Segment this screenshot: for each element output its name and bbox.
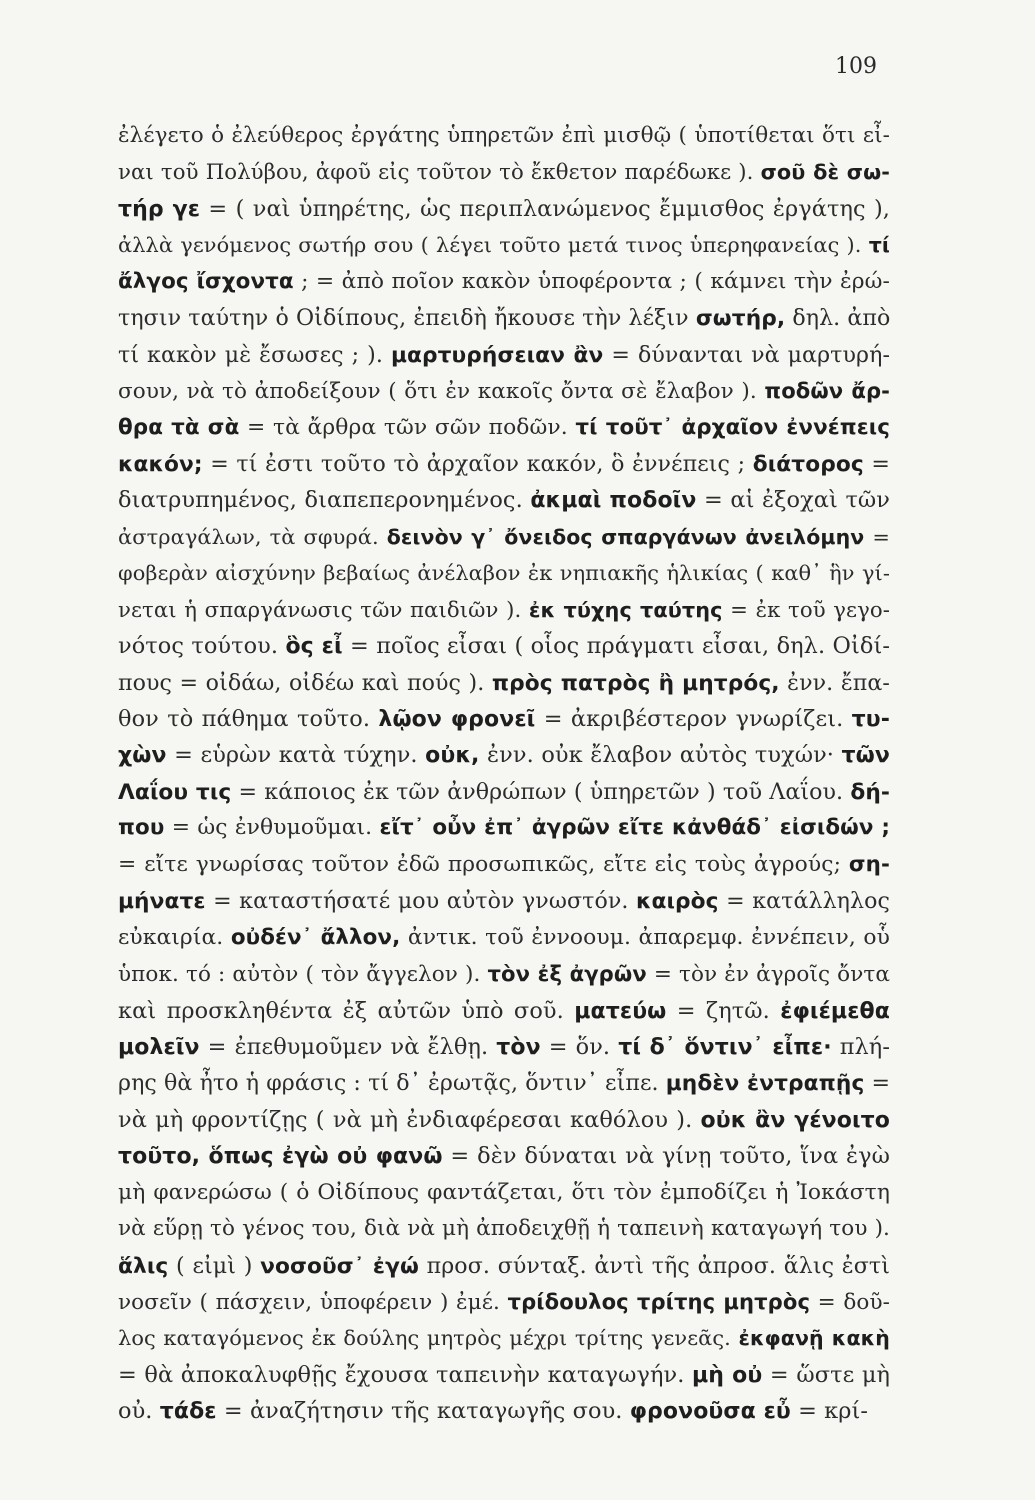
lemma-term: ὃς εἶ [285, 634, 343, 660]
gloss-text: = ἐκ τοῦ γεγο- [722, 596, 890, 622]
page-number: 109 [835, 54, 877, 79]
lemma-term: θρα τὰ σὰ [118, 414, 240, 440]
text-line [118, 373, 890, 409]
gloss-text: = [864, 524, 890, 549]
lemma-term: ση- [848, 851, 890, 877]
gloss-text: νότος τούτου. [118, 633, 286, 660]
lemma-term: χὼν [118, 743, 167, 769]
gloss-text: = τί ἐστι τοῦτο τὸ ἀρχαῖον κακόν, ὃ ἐννέπεις ; [202, 450, 753, 477]
gloss-text: νὰ εὕρῃ τὸ γένος του, διὰ νὰ μὴ ἀποδειχθῇ ἡ ταπεινὴ καταγωγή του ). [118, 1216, 890, 1242]
gloss-text: δηλ. ἀπὸ [785, 305, 891, 332]
gloss-text: = ποῖος εἶσαι ( οἷος πράγματι εἶσαι, δηλ. Οἰδί- [342, 633, 890, 660]
lemma-term: μολεῖν [118, 1034, 200, 1060]
lemma-term: κακόν; [118, 451, 203, 477]
lemma-term: ποδῶν ἄρ- [764, 378, 890, 404]
lemma-term: νοσοῦσ᾽ ἐγώ [260, 1253, 419, 1279]
lemma-term: μήνατε [118, 889, 206, 915]
gloss-text: προσ. σύνταξ. ἀντὶ τῆς ἀπροσ. ἅλις ἐστὶ [418, 1252, 890, 1279]
lemma-term: ἐκφανῇ κακὴ [738, 1326, 890, 1351]
gloss-text: = [863, 450, 890, 477]
lemma-term: ἐφιέμεθα [780, 998, 890, 1024]
text-line [118, 592, 890, 628]
gloss-text: νὰ μὴ φροντίζῃς ( νὰ μὴ ἐνδιαφέρεσαι καθόλου ). [118, 1106, 701, 1133]
lemma-term: πρὸς πατρὸς ἢ μητρός, [491, 670, 780, 696]
gloss-text: = ἐπεθυμοῦμεν νὰ ἔλθῃ. [199, 1033, 497, 1060]
gloss-text: = κάποιος ἐκ τῶν ἀνθρώπων ( ὑπηρετῶν ) τοῦ Λαΐου. [231, 778, 851, 805]
gloss-text: λος καταγόμενος ἐκ δούλης μητρὸς μέχρι τρίτης γενεᾶς. [118, 1326, 739, 1351]
lemma-term: μὴ οὐ [692, 1362, 763, 1388]
text-line [118, 847, 890, 883]
gloss-text: ναι τοῦ Πολύβου, ἀφοῦ εἰς τοῦτον τὸ ἔκθετον παρέδωκε ). [118, 159, 761, 185]
gloss-text: ἐλέγετο ὁ ἐλεύθερος ἐργάτης ὑπηρετῶν ἐπὶ μισθῷ ( ὑποτίθεται ὅτι εἶ- [118, 123, 890, 148]
lemma-term: τί τοῦτ᾽ ἀρχαῖον ἐννέπεις [575, 414, 890, 440]
text-line [118, 774, 890, 810]
lemma-term: δεινὸν γ᾽ ὄνειδος σπαργάνων ἀνειλόμην [386, 524, 865, 549]
gloss-text: = ἀναζήτησιν τῆς καταγωγῆς σου. [216, 1398, 630, 1425]
text-line [118, 628, 890, 664]
gloss-text: = κρί- [790, 1398, 869, 1425]
gloss-text: = εὑρὼν κατὰ τύχην. [166, 742, 426, 769]
lemma-term: εἴτ᾽ οὖν ἐπ᾽ ἀγρῶν εἴτε κἀνθάδ᾽ εἰσιδών ; [379, 815, 891, 841]
gloss-text: σουν, νὰ τὸ ἀποδείξουν ( ὅτι ἐν κακοῖς ὄντα σὲ ἔλαβον ). [118, 379, 765, 405]
text-line [118, 1029, 890, 1065]
gloss-text: ( εἰμὶ ) [168, 1252, 261, 1279]
lemma-term: οὐκ ἂν γένοιτο [700, 1107, 890, 1133]
gloss-text: πους = οἰδάω, οἰδέω καὶ πούς ). [118, 669, 492, 696]
gloss-text: = εἴτε γνωρίσας τοῦτον ἐδῶ προσωπικῶς, εἴτε εἰς τοὺς ἀγρούς; [118, 851, 849, 877]
text-line [118, 410, 890, 446]
text-line [118, 300, 890, 336]
lemma-term: Λαΐου τις [118, 779, 232, 805]
text-line [118, 482, 890, 518]
text-line [118, 118, 890, 154]
gloss-text: θον τὸ πάθημα τοῦτο. [118, 706, 379, 732]
text-line [118, 555, 890, 591]
text-line [118, 810, 890, 846]
lemma-term: διάτορος [752, 451, 864, 477]
text-line [118, 191, 890, 227]
lemma-term: ἐκ τύχης ταύτης [528, 597, 723, 622]
text-line [118, 1211, 890, 1247]
gloss-text: ἐνν. ἔπα- [779, 669, 890, 696]
text-line [118, 1357, 890, 1393]
gloss-text: ἀλλὰ γενόμενος σωτήρ σου ( λέγει τοῦτο μετά τινος ὑπερηφανείας ). [118, 233, 869, 258]
gloss-text: = ὥστε μὴ [762, 1361, 891, 1388]
gloss-text: = καταστήσατέ μου αὐτὸν γνωστόν. [205, 888, 636, 915]
gloss-text: ἐνν. οὐκ ἔλαβον αὐτὸς τυχών· [479, 742, 842, 769]
lemma-term: φρονοῦσα εὖ [629, 1399, 791, 1425]
gloss-text: νεται ἡ σπαργάνωσις τῶν παιδιῶν ). [118, 596, 529, 622]
lemma-term: μαρτυρήσειαν ἂν [390, 342, 604, 368]
text-line [118, 665, 890, 701]
text-line [118, 701, 890, 737]
gloss-text: ὑποκ. τό : αὐτὸν ( τὸν ἄγγελον ). [118, 962, 488, 988]
lemma-term: ἀκμαὶ ποδοῖν [530, 488, 697, 514]
text-line [118, 446, 890, 482]
gloss-text: πλή- [831, 1033, 890, 1060]
gloss-text: μὴ φανερώσω ( ὁ Οἰδίπους φαντάζεται, ὅτι τὸν ἐμποδίζει ἡ Ἰοκάστη [118, 1179, 890, 1205]
gloss-text: φοβερὰν αἰσχύνην βεβαίως ἀνέλαβον ἐκ νηπιακῆς ἡλικίας ( καθ᾽ ἣν γί- [118, 561, 890, 586]
lemma-term: ἄλγος ἴσχοντα [118, 268, 294, 294]
text-line [118, 1284, 890, 1320]
gloss-text: διατρυπημένος, διαπεπερονημένος. [118, 487, 531, 514]
lemma-term: τί δ᾽ ὅντιν᾽ εἶπε· [618, 1034, 832, 1060]
text-line [118, 519, 890, 555]
gloss-text: = [864, 1070, 891, 1097]
gloss-text: = κατάλληλος [718, 888, 890, 915]
gloss-text: = τὰ ἄρθρα τῶν σῶν ποδῶν. [239, 414, 576, 440]
lemma-term: δή- [850, 779, 890, 805]
text-line [118, 956, 890, 992]
lemma-term: σωτήρ, [695, 306, 786, 332]
lemma-term: τὸν [496, 1034, 541, 1060]
text-line [118, 1138, 890, 1174]
gloss-text: = ὡς ἐνθυμοῦμαι. [164, 815, 380, 841]
gloss-text: νοσεῖν ( πάσχειν, ὑποφέρειν ) ἐμέ. [118, 1290, 508, 1315]
text-line [118, 993, 890, 1029]
gloss-text: = θὰ ἀποκαλυφθῇς ἔχουσα ταπεινὴν καταγωγήν. [118, 1361, 693, 1388]
lemma-term: τὸν ἐξ ἀγρῶν [487, 961, 647, 987]
lemma-term: τῶν [841, 743, 890, 769]
text-line [118, 1320, 890, 1356]
lemma-term: λῷον φρονεῖ [378, 707, 536, 732]
text-line [118, 1175, 890, 1211]
text-line [118, 227, 890, 263]
text-line [118, 154, 890, 190]
lemma-term: τί [868, 233, 890, 258]
text-line [118, 1102, 890, 1138]
gloss-text: = δὲν δύναται νὰ γίνῃ τοῦτο, ἵνα ἐγὼ [442, 1143, 891, 1170]
lemma-term: τυ- [851, 707, 890, 732]
commentary-text [118, 118, 890, 1430]
gloss-text: = δοῦ- [810, 1290, 890, 1315]
lemma-term: οὐκ, [425, 743, 480, 769]
gloss-text: = ἀκριβέστερον γνωρίζει. [535, 706, 852, 732]
lemma-term: ἅλις [118, 1253, 169, 1279]
gloss-text: καὶ προσκληθέντα ἐξ αὐτῶν ὑπὸ σοῦ. [118, 997, 575, 1024]
gloss-text: = ζητῶ. [666, 997, 781, 1024]
lemma-term: ματεύω [574, 998, 667, 1024]
text-line [118, 337, 890, 373]
text-line [118, 1065, 890, 1101]
text-line [118, 737, 890, 773]
gloss-text: = δύνανται νὰ μαρτυρή- [603, 341, 891, 368]
text-line [118, 883, 890, 919]
lemma-term: τάδε [159, 1399, 217, 1425]
gloss-text: ἀντικ. τοῦ ἐννοουμ. ἀπαρεμφ. ἐννέπειν, οὗ [400, 924, 890, 950]
lemma-term: τοῦτο, ὅπως ἐγὼ οὐ φανῶ [118, 1144, 443, 1170]
gloss-text: = τὸν ἐν ἀγροῖς ὄντα [646, 962, 890, 988]
gloss-text: ; = ἀπὸ ποῖον κακὸν ὑποφέροντα ; ( κάμνει τὴν ἐρώ- [293, 268, 890, 294]
gloss-text: τησιν ταύτην ὁ Οἰδίπους, ἐπειδὴ ἤκουσε τὴν λέξιν [118, 305, 696, 332]
lemma-term: τήρ γε [118, 196, 201, 222]
gloss-text: ἀστραγάλων, τὰ σφυρά. [118, 524, 387, 549]
gloss-text: ρης θὰ ἦτο ἡ φράσις : τί δ᾽ ἐρωτᾷς, ὅντιν᾽ εἶπε. [118, 1070, 666, 1097]
text-line [118, 264, 890, 300]
lemma-term: τρίδουλος τρίτης μητρὸς [507, 1289, 811, 1314]
lemma-term: οὐδέν᾽ ἄλλον, [230, 924, 401, 950]
gloss-text: εὐκαιρία. [118, 924, 231, 950]
gloss-text: = ( ναὶ ὑπηρέτης, ὡς περιπλανώμενος ἔμμισθος ἐργάτης ), [200, 195, 890, 222]
lemma-term: σοῦ δὲ σω- [760, 160, 890, 185]
lemma-term: μηδὲν ἐντραπῇς [665, 1071, 865, 1097]
gloss-text: = αἱ ἐξοχαὶ τῶν [696, 487, 890, 514]
lemma-term: καιρὸς [635, 889, 719, 915]
lemma-term: που [118, 815, 165, 841]
gloss-text: = ὅν. [540, 1033, 619, 1060]
text-line [118, 920, 890, 956]
text-line [118, 1248, 890, 1284]
text-line [118, 1393, 890, 1429]
gloss-text: οὐ. [118, 1398, 160, 1425]
gloss-text: τί κακὸν μὲ ἔσωσες ; ). [118, 341, 391, 368]
